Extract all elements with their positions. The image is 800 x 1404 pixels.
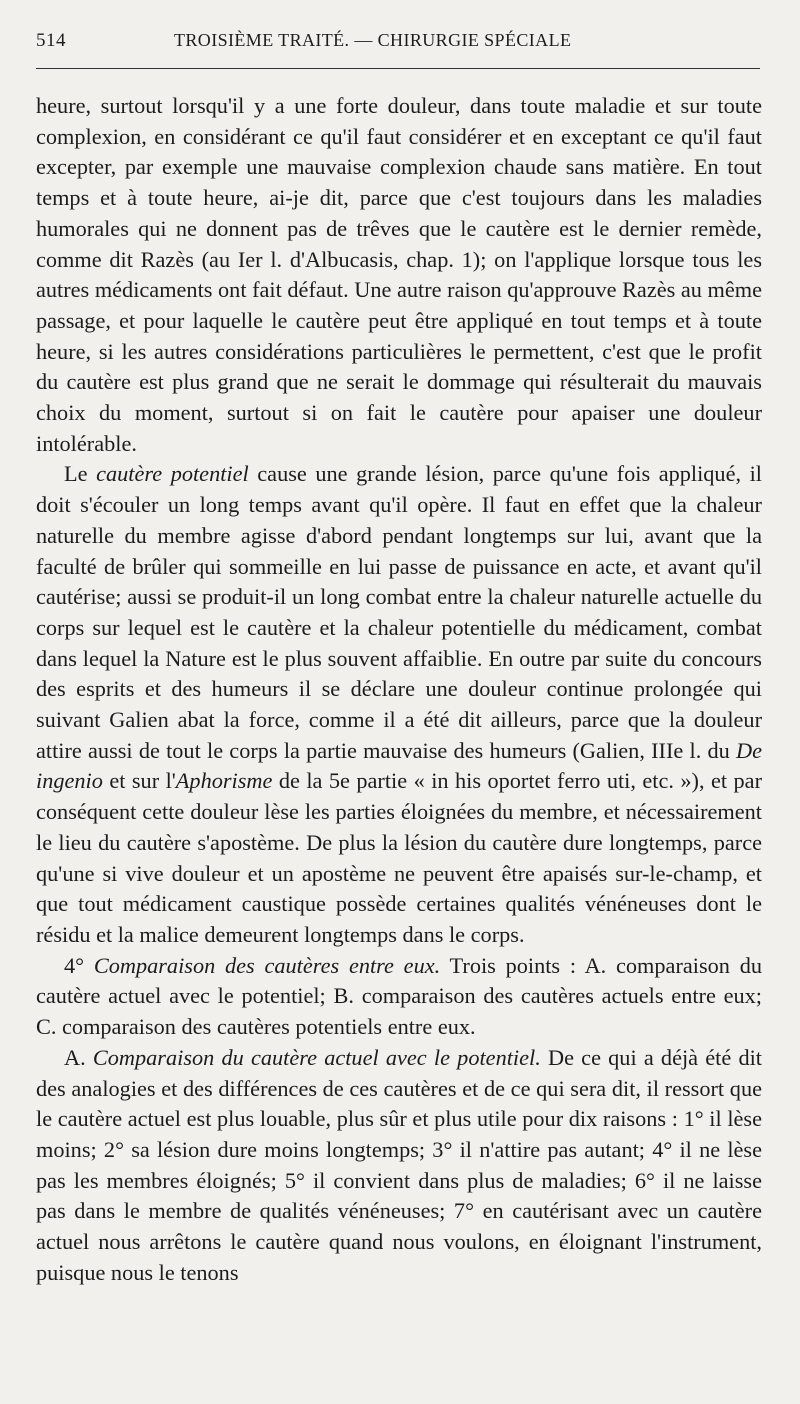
paragraph-section-4	[36, 951, 762, 1043]
text-run: de la 5e partie « in his oportet ferro uti, etc. »), et par conséquent cette douleur lèse les parties éloignées du membre, et nécessairement le lieu du cautère s'apostème. De plus la lésion du cautère dure longtemps, parce qu'une si vive douleur et un apostème ne peuvent être apaisés sur-le-champ, et que tout médicament caustique possède certaines qualités vénéneuses dont le résidu et la malice demeurent longtemps dans le corps.	[36, 768, 762, 947]
text-run: Trois points : A. comparaison du cautère actuel avec le potentiel; B. comparaison des cautères actuels entre eux; C. comparaison des cautères potentiels entre eux.	[36, 952, 762, 1040]
body-text	[36, 91, 762, 1288]
paragraph-continuation	[36, 91, 762, 459]
running-head	[36, 30, 762, 60]
section-letter: A.	[64, 1044, 93, 1070]
paragraph-cautere-potentiel	[36, 459, 762, 950]
italic-title: De ingenio	[36, 737, 762, 794]
header-rule	[36, 68, 760, 69]
page-number: 514	[36, 30, 66, 51]
section-heading: Comparaison des cautères entre eux.	[93, 952, 441, 978]
text-run: heure, surtout lorsqu'il y a une forte douleur, dans toute maladie et sur toute complexion, en considérant ce qu'il faut considérer et en exceptant ce qu'il faut excepter, par exemple une mauvaise complexion chaude sans matière. En tout temps et à toute heure, ai-je dit, parce que c'est toujours dans les maladies humorales qui ne donnent pas de trêves que le cautère est le dernier remède, comme dit Razès (au Ier l. d'Albucasis, chap. 1); on l'applique lorsque tous les autres médicaments ont fait défaut. Une autre raison qu'approuve Razès au même passage, et pour laquelle le cautère peut être appliqué en tout temps et à toute heure, si les autres considérations particulières le permettent, c'est que le profit du cautère est plus grand que ne serait le dommage qui résulterait du mauvais choix du moment, surtout si on fait le cautère pour apaiser une douleur intolérable.	[36, 93, 762, 456]
running-title: TROISIÈME TRAITÉ. — CHIRURGIE SPÉCIALE	[174, 30, 572, 50]
text-run: cause une grande lésion, parce qu'une fois appliqué, il doit s'écouler un long temps avant qu'il opère. Il faut en effet que la chaleur naturelle du membre agisse d'abord pendant longtemps sur lui, avant que la faculté de brûler qui sommeille en lui passe de puissance en acte, et avant qu'il cautérise; aussi se produit-il un long combat entre la chaleur naturelle actuelle du corps sur lequel est le cautère et la chaleur potentielle du médicament, combat dans lequel la Nature est le plus souvent affaiblie. En outre par suite du concours des esprits et des humeurs il se déclare une douleur continue prolongée qui suivant Galien abat la force, comme il a été dit ailleurs, parce que la douleur attire aussi de tout le corps la partie mauvaise des humeurs (Galien, IIIe l. du	[36, 461, 762, 763]
text-run: Le	[64, 461, 97, 487]
italic-title: Aphorisme	[175, 768, 273, 794]
text-run: et sur l'	[102, 768, 176, 794]
paragraph-section-a	[36, 1043, 762, 1289]
section-heading: Comparaison du cautère actuel avec le potentiel.	[92, 1044, 541, 1070]
text-run: De ce qui a déjà été dit des analogies et des différences de ces cautères et de ce qui sera dit, il ressort que le cautère actuel est plus louable, plus sûr et plus utile pour dix raisons : 1° il lèse moins; 2° sa lésion dure moins longtemps; 3° il n'attire pas autant; 4° il ne lèse pas les membres éloignés; 5° il convient dans plus de maladies; 6° il ne laisse pas dans le membre de qualités vénéneuses; 7° en cautérisant avec un cautère actuel nous arrêtons le cautère quand nous voulons, en éloignant l'instrument, puisque nous le tenons	[36, 1044, 762, 1285]
italic-term: cautère potentiel	[96, 461, 249, 487]
section-number: 4°	[64, 952, 94, 978]
